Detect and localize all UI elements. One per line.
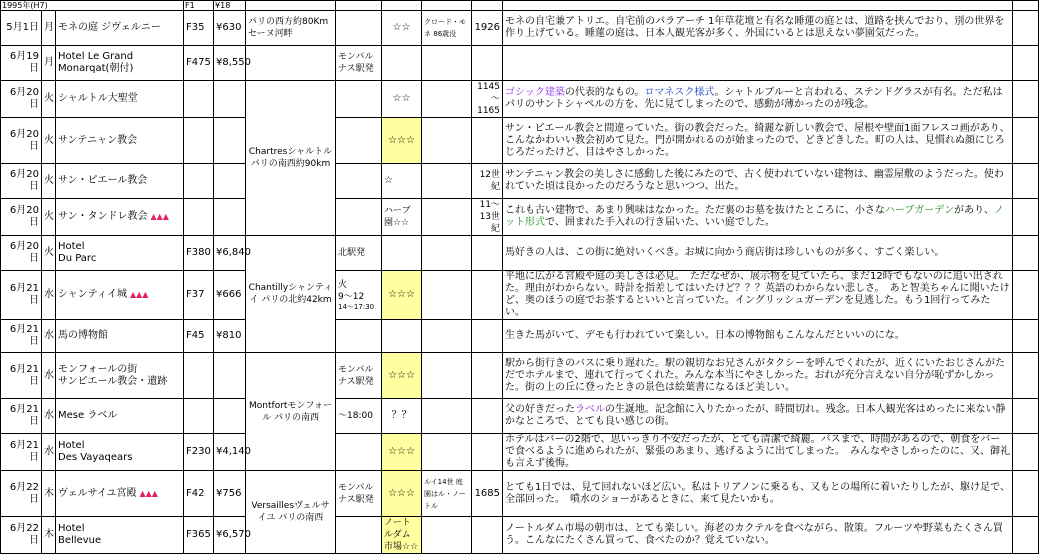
rating-cell: ハーブ園☆☆ (382, 199, 422, 236)
header-year: 1995年(H7) (1, 1, 184, 11)
weekday-cell: 火 (42, 118, 56, 164)
hotel-name: Des Vayaqears (58, 452, 133, 463)
table-row (1, 11, 1039, 46)
price-cell: ¥630 (214, 11, 246, 46)
memo-highlight: ノット形式 (505, 205, 1005, 228)
place-name-text: サン・タンドレ教会 (58, 211, 148, 222)
region-montfort: Montfortモンフォール パリの南西 (246, 353, 336, 471)
hotel-name-line2: Monarqat(朝付) (58, 63, 134, 74)
table-row (1, 471, 1039, 517)
weekday-cell: 水 (42, 271, 56, 320)
f-code: F365 (184, 517, 214, 554)
rating-cell: ☆☆☆ (382, 118, 422, 164)
hotel-label: Hotel (58, 523, 85, 534)
region-versailles: Versaillesヴェルサイユ パリの南西 (246, 471, 336, 554)
price-cell: ¥6,570 (214, 517, 246, 554)
table-row (1, 118, 1039, 164)
f-code: F475 (184, 46, 214, 81)
weekday-cell: 水 (42, 353, 56, 399)
year-cell: 11～13世紀 (472, 199, 503, 236)
date-cell: 6月22日 (1, 471, 42, 517)
f-code: F42 (184, 471, 214, 517)
table-row (1, 434, 1039, 471)
weekday-cell: 木 (42, 471, 56, 517)
rating-cell: ノートルダム市場☆☆ (382, 517, 422, 554)
memo-cell: ホテルはバーの2階で、思いっきり不安だったが、とても清潔で綺麗。バスまで、時間があるので、朝食をバーで食べるように進められたが、緊張のあまり、逃げるように出てしまった。 みんなやさしかったのに、又、御礼も言えず後悔。 (503, 434, 1013, 471)
date-cell: 6月20日 (1, 199, 42, 236)
table-row (1, 46, 1039, 81)
place-name: モネの庭 ジヴェルニー (56, 11, 184, 46)
weekday-cell: 木 (42, 517, 56, 554)
place-name: サン・ピエール教会 (56, 164, 184, 199)
memo-text: これも古い建物で、あまり興味はなかった。ただ裏のお墓を抜けたところに、小さな (505, 205, 885, 216)
memo-cell: とても1日では、見て回れないほど広い。私はトリアノンに乗るも、又もとの場所に着いたりしたが、駆け足で、全部回った。 噴水のショーがあるときに、来て見たいかも。 (503, 471, 1013, 517)
hotel-name: Bellevue (58, 535, 102, 546)
weekday-cell: 火 (42, 81, 56, 118)
station-cell: 北駅発 (336, 236, 382, 271)
memo-text: の生誕地。記念館に入りたかったが、時間切れ。残念。日本人観光客はめったに来ない静かなところで、とても良い感じの街。 (505, 404, 1006, 427)
f-code: F380 (184, 236, 214, 271)
memo-text: 。シャトルブルーと言われる、ステンドグラスが有名。ただ私はパリのサントシャペルの方を、先に見てしまったので、感動が薄かったのが残念。 (505, 87, 1003, 110)
price-cell: ¥4,140 (214, 434, 246, 471)
hours-day: 火 (338, 279, 348, 290)
recommend-mark-icon: ▲▲▲ (130, 290, 149, 299)
hotel-label: Hotel (58, 51, 85, 62)
place-name-line2: サンピエール教会・遺跡 (58, 375, 168, 387)
memo-text: で、囲まれた手入れの行き届いた、いい庭でした。 (545, 217, 775, 228)
place-name (56, 271, 184, 320)
place-name (56, 199, 184, 236)
memo-highlight: ラベル (575, 404, 606, 415)
date-cell: 6月21日 (1, 399, 42, 434)
memo-text: 父の好きだった (505, 404, 576, 415)
f-code: F37 (184, 271, 214, 320)
hotel-name: Le Grand (87, 51, 134, 62)
rating-cell: ☆☆☆ (382, 271, 422, 320)
memo-cell (503, 81, 1013, 118)
memo-text: の代表的なもの。 (564, 87, 645, 98)
year-cell: 1685 (472, 471, 503, 517)
memo-cell: モネの自宅兼アトリエ。自宅前のパラアーチ 1年草花壇と有名な睡蓮の庭とは、道路を挟んでおり、別の世界を作り上げている。睡蓮の庭は、日本人観光客が多く、外国にいるとは思えない夢園気だった。 (503, 11, 1013, 46)
memo-cell: 馬好きの人は、この街に絶対いくべき。お城に向かう商店街は珍しいものが多く、すごく楽しい。 (503, 236, 1013, 271)
memo-highlight: ロマネスク様式 (644, 87, 715, 98)
date-cell: 6月21日 (1, 434, 42, 471)
place-name (56, 471, 184, 517)
hotel-label: Hotel (58, 440, 85, 451)
table-row (1, 399, 1039, 434)
place-name: Mese ラベル (56, 399, 184, 434)
table-row (1, 164, 1039, 199)
date-cell: 6月21日 (1, 271, 42, 320)
date-cell: 6月20日 (1, 81, 42, 118)
year-cell: 1145～1165 (472, 81, 503, 118)
hotel-cell (56, 236, 184, 271)
hotel-name: Du Parc (58, 253, 97, 264)
hours-cell: ～18:00 (336, 399, 382, 434)
f-code: F230 (184, 434, 214, 471)
memo-highlight: ハーブガーデン (884, 205, 955, 216)
date-cell: 6月20日 (1, 236, 42, 271)
hours-afternoon: 14～17:30 (338, 302, 375, 311)
weekday-cell: 水 (42, 399, 56, 434)
hours-morning: 9～12 (338, 291, 365, 302)
weekday-cell: 火 (42, 199, 56, 236)
note-cell: クロード・モネ 86歳没 (422, 11, 472, 46)
place-name (56, 353, 184, 399)
header-yen: ¥18 (214, 1, 246, 11)
price-cell: ¥666 (214, 271, 246, 320)
date-cell: 6月20日 (1, 164, 42, 199)
memo-cell (503, 199, 1013, 236)
date-cell: 6月21日 (1, 353, 42, 399)
table-row (1, 81, 1039, 118)
date-cell: 5月1日 (1, 11, 42, 46)
memo-cell: 生きた馬がいて、デモも行われていて楽しい。日本の博物館もこんなんだといいのにな。 (503, 320, 1013, 353)
date-cell: 6月22日 (1, 517, 42, 554)
hotel-cell (56, 434, 184, 471)
weekday-cell: 水 (42, 320, 56, 353)
table-row (1, 353, 1039, 399)
memo-highlight: ゴシック建築 (505, 87, 565, 98)
date-cell: 6月20日 (1, 118, 42, 164)
header-row (1, 1, 1039, 11)
year-cell: 1926 (472, 11, 503, 46)
memo-cell: サンテニャン教会の美しさに感動した後にみたので、古く使われていない建物は、幽霊屋敷のようだった。使われていた頃は良かったのだろうなと思いつつ、出た。 (503, 164, 1013, 199)
price-cell: ¥6,840 (214, 236, 246, 271)
memo-cell: ノートルダム市場の朝市は、とても楽しい。海老のカクテルを食べながら、散策。フルーツや野菜もたくさん買う。こんなにたくさん買って、食べたのか？覚えていない。 (503, 517, 1013, 554)
station-cell: モンパルナス駅発 (336, 353, 382, 399)
hours-cell (336, 271, 382, 320)
place-name: シャルトル大聖堂 (56, 81, 184, 118)
memo-text: があり、 (954, 205, 995, 216)
f-code: F45 (184, 320, 214, 353)
rating-cell: ☆☆☆ (382, 434, 422, 471)
place-name-line1: モンフォールの街 (58, 363, 138, 375)
table-row (1, 236, 1039, 271)
place-name-text: ヴェルサイユ宮殿 (58, 487, 137, 499)
station-cell: モンパルナス駅発 (336, 46, 382, 81)
rating-cell: ☆☆☆ (382, 353, 422, 399)
weekday-cell: 月 (42, 11, 56, 46)
hotel-cell (56, 46, 184, 81)
memo-cell (503, 399, 1013, 434)
weekday-cell: 火 (42, 164, 56, 199)
weekday-cell: 月 (42, 46, 56, 81)
date-cell: 6月19日 (1, 46, 42, 81)
table-row (1, 517, 1039, 554)
memo-cell: 駅から街行きのバスに乗り遅れた。駅の親切なお兄さんがタクシーを呼んでくれたが、近くにいたおじさんがただでホテルまで、連れて行ってくれた。みんな本当にやさしかった。おれが充分言えない自分が恥ずかしかった。街の上の丘に登ったときの景色は絵葉書になるほど美しい。 (503, 353, 1013, 399)
region-chantilly: Chantillyシャンティイ パリの北約42km (246, 236, 336, 353)
recommend-mark-icon: ▲▲▲ (150, 212, 169, 221)
region-chartres: Chartresシャルトル パリの南西約90km (246, 81, 336, 236)
f-code: F35 (184, 11, 214, 46)
table-row (1, 199, 1039, 236)
price-cell: ¥810 (214, 320, 246, 353)
year-cell: 12世紀 (472, 164, 503, 199)
rating-cell: ☆☆ (382, 81, 422, 118)
area-cell: パリの西方約80Km セーヌ河畔 (246, 11, 336, 46)
rating-cell: ☆☆☆ (382, 471, 422, 517)
weekday-cell: 水 (42, 434, 56, 471)
place-name: サンテニャン教会 (56, 118, 184, 164)
price-cell: ¥8,550 (214, 46, 246, 81)
weekday-cell: 火 (42, 236, 56, 271)
price-cell: ¥756 (214, 471, 246, 517)
header-f1: F1 (184, 1, 214, 11)
memo-cell: 平地に広がる宮殿や庭の美しさは必見。 ただなぜか、展示物を見ていたら、まだ12時でもないのに追い出された。理由がわからない。時計を指差してはいたけど？？？英語のわからない悲しさ。 あと智美ちゃんに聞いたけど、奥のほうの庭でお茶するといいと言っていた。イングリッシュガーデンを見逃した。もう1回行ってみたい。 (503, 271, 1013, 320)
place-name: 馬の博物館 (56, 320, 184, 353)
hotel-cell (56, 517, 184, 554)
rating-cell: ☆☆ (382, 11, 422, 46)
note-cell: ？？ (382, 399, 422, 434)
place-name-text: シャンティイ城 (58, 289, 127, 300)
recommend-mark-icon: ▲▲▲ (139, 488, 158, 498)
table-row (1, 271, 1039, 320)
table-row (1, 320, 1039, 353)
station-cell: モンパルナス駅発 (336, 471, 382, 517)
hotel-label: Hotel (58, 241, 85, 252)
note-cell: ルイ14世 庭園はル・ノートル (422, 471, 472, 517)
rating-cell: ☆ (382, 164, 422, 199)
date-cell: 6月21日 (1, 320, 42, 353)
memo-cell: サン・ピエール教会と間違っていた。街の教会だった。綺麗な新しい教会で、屋根や壁面1面フレスコ画があり、こんなかわいい教会初めて見た。門が開かれるのが始まったので、どきどきした。町の人は、見慣れぬ顔にじろじろだったけど、目はやさしかった。 (503, 118, 1013, 164)
